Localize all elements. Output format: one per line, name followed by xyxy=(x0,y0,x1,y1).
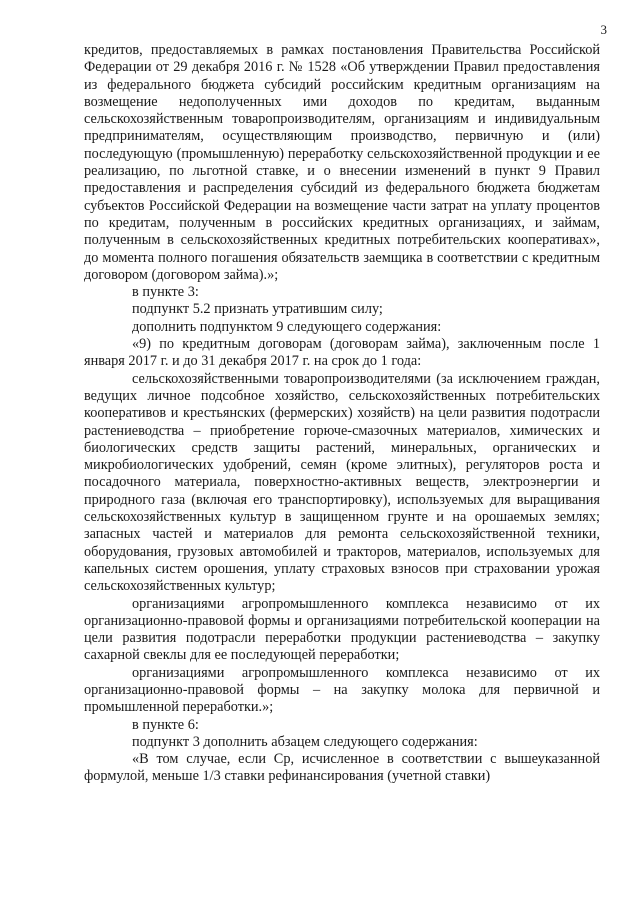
paragraph-clause-3: в пункте 3: xyxy=(132,284,199,301)
paragraph-subclause-9-text: «9) по кредитным договорам (договорам займа), заключенным после 1 января 2017 г. и до 31 декабря 2017 г. на срок до 1 года: xyxy=(84,336,600,370)
paragraph-agricultural-producers: сельскохозяйственными товаропроизводителями (за исключением граждан, ведущих личное подсобное хозяйство, сельскохозяйственных потребительских кооперативов и крестьянских (фермерских) хозяйств) на цели развития подотрасли растениеводства – приобретение горюче-смазочных материалов, химических и биологических средств защиты растений, минеральных, органических и микробиологических удобрений, семян (кроме элитных), регуляторов роста и посадочного материала, поверхностно-активных веществ, электроэнергии и природного газа (включая его транспортировку), используемых для выращивания сельскохозяйственных культур в защищенном грунте и на орошаемых землях; запасных частей и материалов для ремонта сельскохозяйственной техники, оборудования, грузовых автомобилей и тракторов, материалов, используемых для капельных систем орошения, уплату страховых взносов при страховании урожая сельскохозяйственных культур; xyxy=(84,370,600,595)
paragraph-formula-condition: «В том случае, если Ср, исчисленное в соответствии с вышеуказанной формулой, меньше 1/3 ставки рефинансирования (учетной ставки) xyxy=(84,751,600,785)
paragraph-clause-6: в пункте 6: xyxy=(132,716,199,733)
paragraph-agroindustry-sugar-beet: организациями агропромышленного комплекса независимо от их организационно-правовой формы и организациями потребительской кооперации на цели развития подотрасли переработки продукции растениеводства – закупку сахарной свеклы для ее последующей переработки; xyxy=(84,595,600,664)
paragraph-subclause-3-addition: подпункт 3 дополнить абзацем следующего содержания: xyxy=(132,733,478,750)
page-number: 3 xyxy=(600,22,607,37)
paragraph-add-subclause-9: дополнить подпунктом 9 следующего содержания: xyxy=(132,318,442,335)
paragraph-continuation: кредитов, предоставляемых в рамках постановления Правительства Российской Федерации от 29 декабря 2016 г. № 1528 «Об утверждении Правил предоставления из федерального бюджета субсидий российским кредитным организациям на возмещение недополученных ими доходов по кредитам, выданным сельскохозяйственным товаропроизводителям, организациям и индивидуальным предпринимателям, осуществляющим производство, первичную и (или) последующую (промышленную) переработку сельскохозяйственной продукции и ее реализацию, по льготной ставке, и о внесении изменений в пункт 9 Правил предоставления и распределения субсидий из федерального бюджета бюджетам субъектов Российской Федерации на возмещение части затрат на уплату процентов по кредитам, полученным в российских кредитных организациях, и займам, полученным в сельскохозяйственных кредитных потребительских кооперативах», до момента полного погашения обязательств заемщика в соответствии с кредитным договором (договором займа).»; xyxy=(84,42,600,283)
document-body xyxy=(84,42,600,786)
paragraph-subclause-5-2: подпункт 5.2 признать утратившим силу; xyxy=(132,301,383,318)
paragraph-agroindustry-milk: организациями агропромышленного комплекса независимо от их организационно-правовой формы – на закупку молока для первичной и промышленной переработки.»; xyxy=(84,664,600,716)
